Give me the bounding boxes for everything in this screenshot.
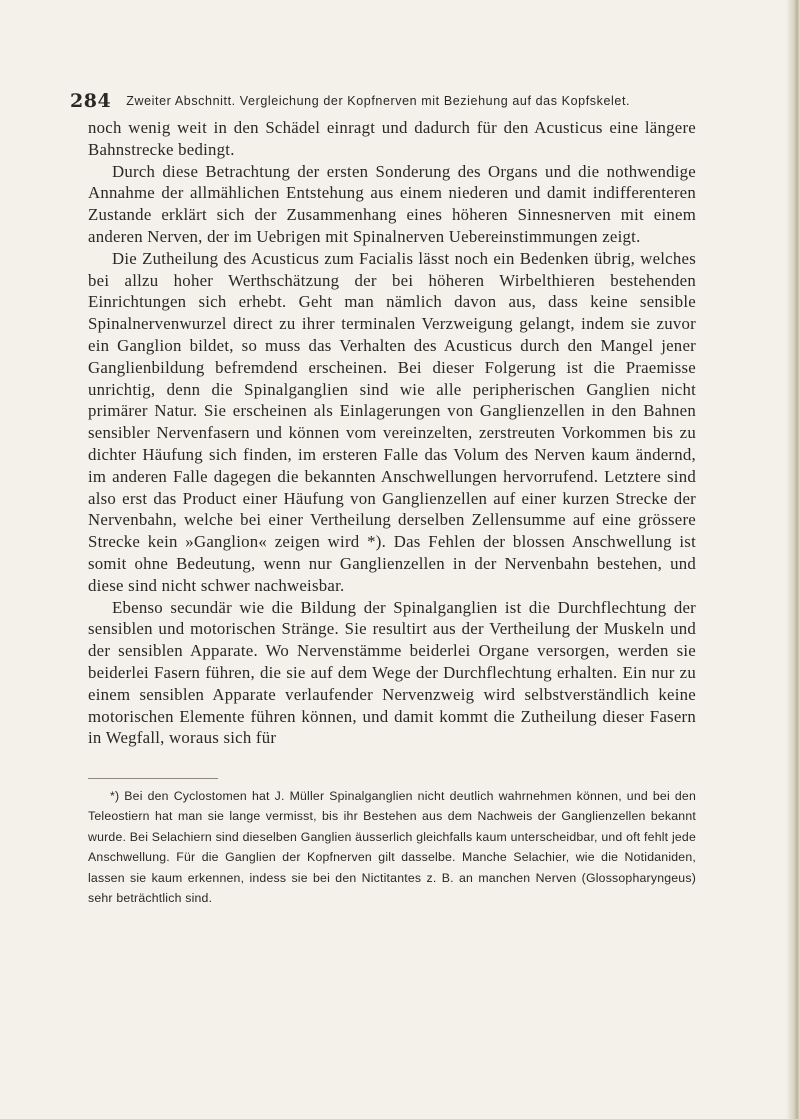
page-header: [70, 90, 710, 112]
footnote: [88, 786, 696, 908]
footnote-rule: [88, 778, 218, 779]
running-head: Zweiter Abschnitt. Vergleichung der Kopfnerven mit Beziehung auf das Kopfskelet.: [126, 94, 631, 108]
paragraph: Ebenso secundär wie die Bildung der Spinalganglien ist die Durchflechtung der sensiblen und motorischen Stränge. Sie resultirt aus der Vertheilung der Muskeln und der sensiblen Apparate. Wo Nervenstämme beiderlei Organe versorgen, werden sie beiderlei Fasern führen, die sie auf dem Wege der Durchflechtung erhalten. Ein nur zu einem sensiblen Apparate verlaufender Nervenzweig wird selbstverständlich keine motorischen Elemente führen können, und damit kommt die Zutheilung dieser Fasern in Wegfall, woraus sich für: [88, 597, 696, 748]
paragraph-continuation: noch wenig weit in den Schädel einragt und dadurch für den Acusticus eine längere Bahnstrecke bedingt.: [88, 118, 696, 159]
page-edge-shadow: [786, 0, 800, 1119]
paragraph: Durch diese Betrachtung der ersten Sonderung des Organs und die nothwendige Annahme der allmählichen Entstehung aus einem niederen und damit indifferenteren Zustande erklärt sich der Zusammenhang eines höheren Sinnesnerven mit einem anderen Nerven, der im Uebrigen mit Spinalnerven Uebereinstimmungen zeigt.: [88, 161, 696, 246]
main-text: [88, 117, 696, 749]
footnote-text: *) Bei den Cyclostomen hat J. Müller Spinalganglien nicht deutlich wahrnehmen können, und bei den Teleostiern hat man sie lange vermisst, bis ihr Bestehen aus dem Nachweis der Ganglienzellen bekannt wurde. Bei Selachiern sind dieselben Ganglien äusserlich gleichfalls kaum unterscheidbar, und oft fehlt jede Anschwellung. Für die Ganglien der Kopfnerven gilt dasselbe. Manche Selachier, wie die Notidaniden, lassen sie kaum erkennen, indess sie bei den Nictitantes z. B. an manchen Nerven (Glossopharyngeus) sehr beträchtlich sind.: [88, 789, 696, 906]
page-number: 284: [70, 90, 112, 112]
paragraph: Die Zutheilung des Acusticus zum Facialis lässt noch ein Bedenken übrig, welches bei allzu hoher Werthschätzung der bei höheren Wirbelthieren bestehenden Einrichtungen sich erhebt. Geht man nämlich davon aus, dass keine sensible Spinalnervenwurzel direct zu ihrer terminalen Verzweigung gelangt, indem sie zuvor ein Ganglion bildet, so muss das Verhalten des Acusticus durch den Mangel jener Ganglienbildung befremdend erscheinen. Bei dieser Folgerung ist die Praemisse unrichtig, denn die Spinalganglien sind wie alle peripherischen Ganglien nicht primärer Natur. Sie erscheinen als Einlagerungen von Ganglienzellen in den Bahnen sensibler Nervenfasern und können vom vereinzelten, zerstreuten Vorkommen bis zu dichter Häufung sich finden, im ersteren Falle das Volum des Nerven kaum ändernd, im anderen Falle dagegen die bekannten Anschwellungen hervorrufend. Letztere sind also erst das Product einer Häufung von Ganglienzellen auf einer kurzen Strecke der Nervenbahn, welche bei einer Vertheilung derselben Zellensumme auf eine grössere Strecke kein »Ganglion« zeigen wird *). Das Fehlen der blossen Anschwellung ist somit ohne Bedeutung, wenn nur Ganglienzellen in der Nervenbahn bestehen, und diese sind nicht schwer nachweisbar.: [88, 248, 696, 595]
